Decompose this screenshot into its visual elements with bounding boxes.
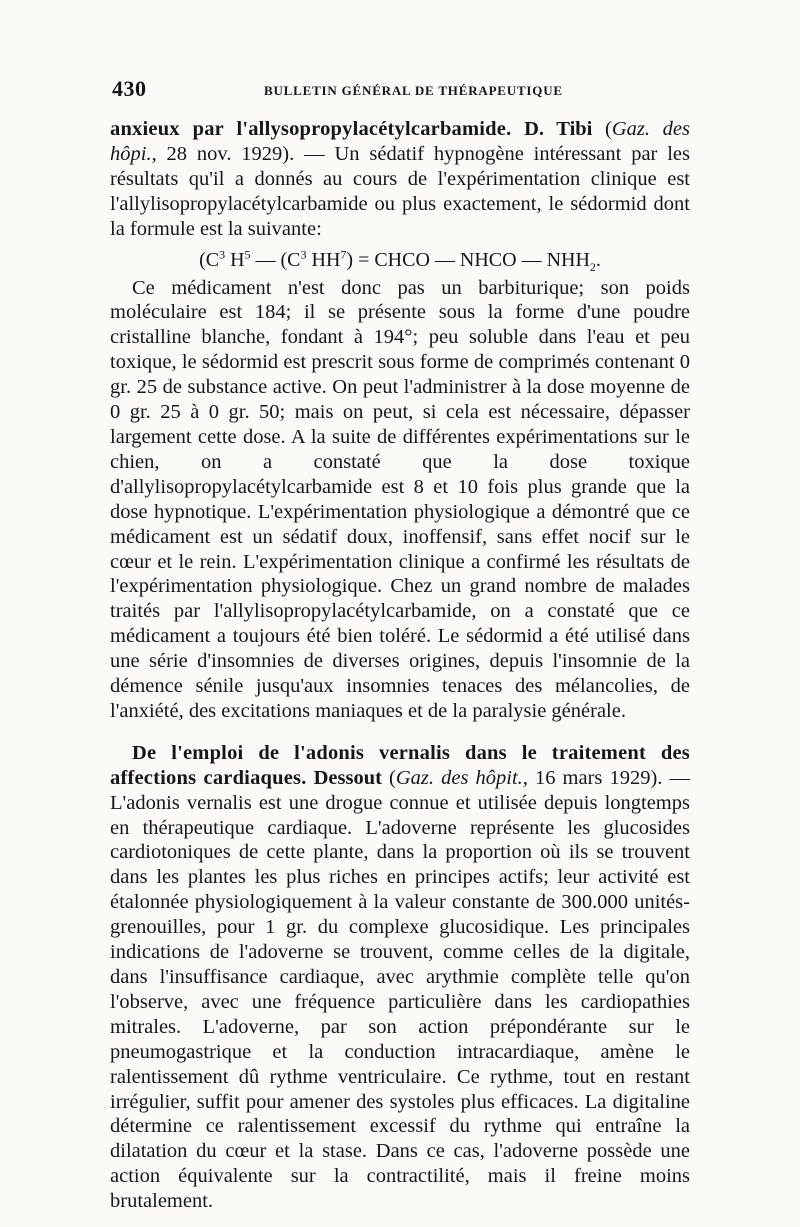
formula-superscript: 3 [219, 246, 226, 261]
page-number: 430 [112, 76, 147, 101]
abstract-2-body: , 16 mars 1929). — L'adonis vernalis est une drogue connue et utilisée depuis longtemps en thérapeutique cardiaque. L'adoverne représente les glucosides cardiotoniques de cette plante, dans la proportion où ils se trouvent dans les plantes les plus riches en principes actifs; leur activité est étalonnée physiologiquement à la valeur constante de 300.000 unités-grenouilles, pour 1 gr. du complexe glucosidique. Les principales indications de l'adoverne se trouvent, comme celles de la digitale, dans l'insuffisance cardiaque, avec arythmie complète telle qu'on l'observe, avec une fréquence particulière dans les cardiopathies mitrales. L'adoverne, par son action prépondérante sur le pneumogastrique et la conduction intracardiaque, amène le ralentissement dû rythme ventriculaire. Ce rythme, tout en restant irrégulier, suffit pour amener des systoles plus efficaces. La digitaline détermine ce ralentissement excessif du rythme qui entraîne la dilatation du cœur et la stase. Dans ce cas, l'adoverne possède une action équivalente sur la contractilité, mais il freine moins brutalement. [110, 766, 690, 1213]
abstract-2-source-open: ( [389, 766, 396, 789]
abstract-1-source-open: ( [605, 118, 612, 140]
running-head [112, 76, 692, 106]
abstract-2-source: Gaz. des hôpit. [395, 766, 523, 789]
formula-part: H [225, 248, 245, 271]
formula-subscript: 2 [589, 259, 596, 274]
abstract-1-body: Ce médicament n'est donc pas un barbiturique; son poids moléculaire est 184; il se présente sous la forme d'une poudre cristalline blanche, fondant à 194°; peu soluble dans l'eau et peu toxique, le sédormid est prescrit sous forme de comprimés contenant 0 gr. 25 de substance active. On peut l'administrer à la dose moyenne de 0 gr. 25 à 0 gr. 50; mais on peut, si cela est nécessaire, dépasser largement cette dose. A la suite de différentes expérimentations sur le chien, on a constaté que la dose toxique d'allylisopropylacétylcarbamide est 8 et 10 fois plus grande que la dose hypnotique. L'expérimentation physiologique a démontré que ce médicament est un sédatif doux, inoffensif, sans effet nocif sur le cœur et le rein. L'expérimentation clinique a confirmé les résultats de l'expérimentation physiologique. Chez un grand nombre de malades traités par l'allylisopropylacétylcarbamide, on a constaté que ce médicament a toujours été bien toléré. Le sédormid a été utilisé dans une série d'insomnies de diverses origines, depuis l'insomnie de la démence sénile jusqu'aux insomnies tenaces des mélancolies, de l'anxiété, des excitations maniaques et de la paralysie générale. [110, 276, 690, 722]
abstract-1-intro-text: , 28 nov. 1929). — Un sédatif hypnogène intéressant par les résultats qu'il a donnés au cours de l'expérimentation clinique est l'allylisopropylacétylcarbamide ou plus exactement, le sédormid dont la formule est la suivante: [110, 142, 690, 240]
abstract-1-intro [110, 117, 690, 242]
formula-part: — (C [250, 248, 301, 271]
formula-superscript: 5 [244, 246, 251, 261]
body-text [110, 117, 690, 1214]
section-gap [110, 724, 690, 741]
journal-title: BULLETIN GÉNÉRAL DE THÉRAPEUTIQUE [264, 83, 563, 98]
abstract-2-author: Dessout [313, 766, 382, 789]
chemical-formula [110, 248, 690, 272]
formula-part: . [595, 248, 601, 271]
formula-part: (C [199, 248, 220, 271]
formula-superscript: 7 [340, 246, 347, 261]
abstract-1-source: Gaz. des hôpi. [110, 118, 690, 165]
formula-superscript: 3 [300, 246, 307, 261]
abstract-2-title: De l'emploi de l'adonis vernalis dans le traitement des affections cardiaques. [110, 741, 690, 789]
formula-part: ) = CHCO — NHCO — NHH [346, 248, 590, 271]
abstract-1-title: anxieux par l'allysopropylacétylcarbamide. [110, 118, 512, 140]
formula-part: HH [306, 248, 341, 271]
abstract-1-author: D. Tibi [524, 118, 593, 140]
abstract-2 [110, 741, 690, 1214]
